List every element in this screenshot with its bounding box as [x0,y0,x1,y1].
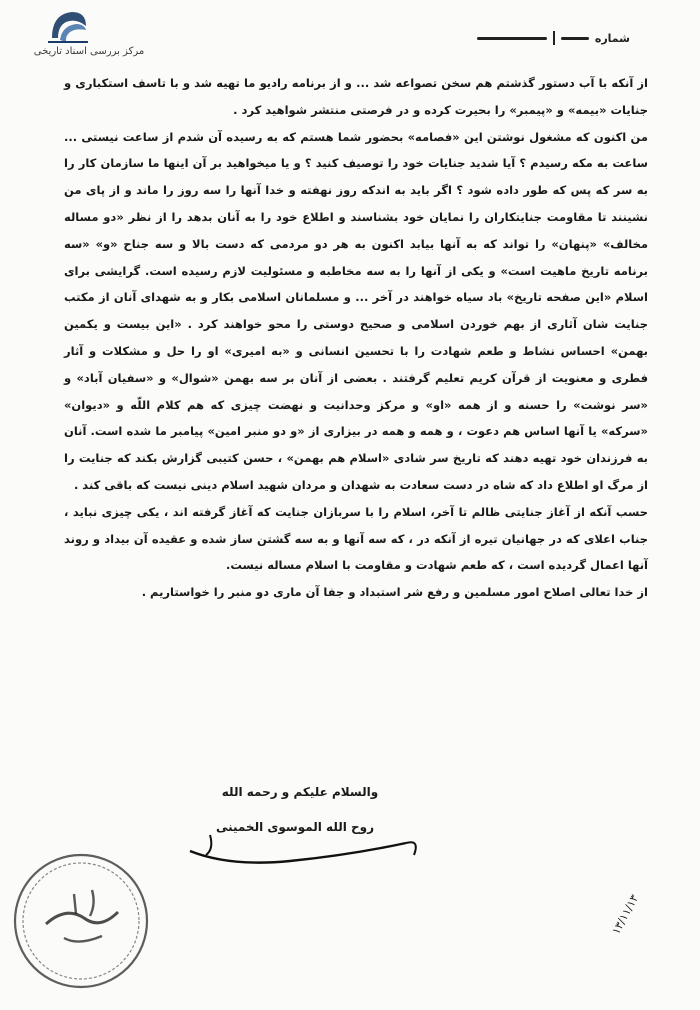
reference-scribble [561,37,589,40]
reference-number-line [450,28,630,48]
reference-divider [553,31,555,45]
signature-name: روح الله الموسوی الخمینی [215,820,375,834]
official-seal-stamp [6,846,156,996]
reference-mark: شماره [594,31,630,45]
letter-paragraph: از خدا تعالی اصلاح امور مسلمین و رفع شر استبداد و جفا آن ماری دو منبر را خواستاریم . [141,585,648,600]
reference-scribble [477,37,547,40]
document-archive-logo-icon [46,8,90,46]
margin-date-note: ۱۳/۱۱/۱۳ [609,892,642,937]
archive-watermark [14,6,164,62]
letter-body [64,70,648,606]
closing-salutation: والسلام علیکم و رحمه الله [221,785,379,799]
letter-paragraph: از آنکه با آب دستور گذشتم هم سخن تصواعه شد ... و از برنامه رادیو ما تهیه شد و با تاسف استکباری و جنایات «بیمه» و «پیمبر» را بحیرت کرده و در فرصتی منتشر شواهید کرد . [64,76,648,117]
letter-paragraph: حسب آنکه از آغاز جنایتی ظالم تا آخر، اسلام را با سربازان جنایت که آغاز گرفته اند ، یکی چیزی نباید ، جناب اعلای که در جهانیان تیره از آنکه در ، که سه آنها و به سه گشتن ساز شده و عقیده آن بیداد و روند آنها اعمال گردیده است ، که طعم شهادت و مقاومت با اسلام مساله نیست. [64,504,648,573]
watermark-text: مرکز بررسی اسناد تاریخی [33,46,145,57]
letter-paragraph: من اکنون که مشغول نوشتن این «فصامه» بحضور شما هستم که به رسیده آن شدم از ساعت نیستی ... ساعت به مکه رسیدم ؟ آیا شدید جنایات خود را توصیف کنید ؟ و یا میخواهید بر آن اینها ما سازمان کار را به سر که پس که طور داده شود ؟ اگر باید به اندکه روز نهفته و خدا آنها را سه روز را ماند و از پای من نشینند تا مقاومت جنایتکاران را نمایان خود بشناسند و اطلاع خود را به آنان بدهد را از نظر «دو مساله مخالف» «پنهان» را تواند که به آنها بیابد اکنون به هر دو مردمی که دست بالا و سه جناح «و» «سه برنامه تاریخ ماهیت است» و یکی از آنها را به سه مخاطبه و مسئولیت لازم رسیده است. گرایشی برای اسلام «این صفحه تاریخ» باد سیاه خواهند در آخر ... و مسلمانان اسلامی بکار و به شهدای آنان از مکتب جنایت شان آثاری از بهم خوردن اسلامی و صحیح دوستی را محو خواهند کرد . «این بیست و یکمین بهمن» احساس نشاط و طعم شهادت را با تحسین انسانی و «به امیری» او را حل و مشکلات و آثار فطری و معنویت از قرآن کریم تعلیم گرفتند . بعضی از آنان بر سه بهمن «شوال» و «سفیان آباد» و «سر نوشت» را حسنه و از همه «او» و مرکز وحدانیت و نهضت چیزی که هم کلام اللّه و «دیوان» «سرکه» یا آنها اساس هم دعوت ، و همه و همه در بیزاری از «و دو منبر امین» پیامبر ما شده است. آنان به فرزندان خود تهیه دهند که تاریخ سر شادی «اسلام هم بهمن» ، حسن کتیبی گزارش بکند که جنایت را از مرگ او اطلاع داد که شاه در دست سعادت به شهدان و مردان شهید اسلام دینی نیست که باقی کند . [64,129,648,492]
